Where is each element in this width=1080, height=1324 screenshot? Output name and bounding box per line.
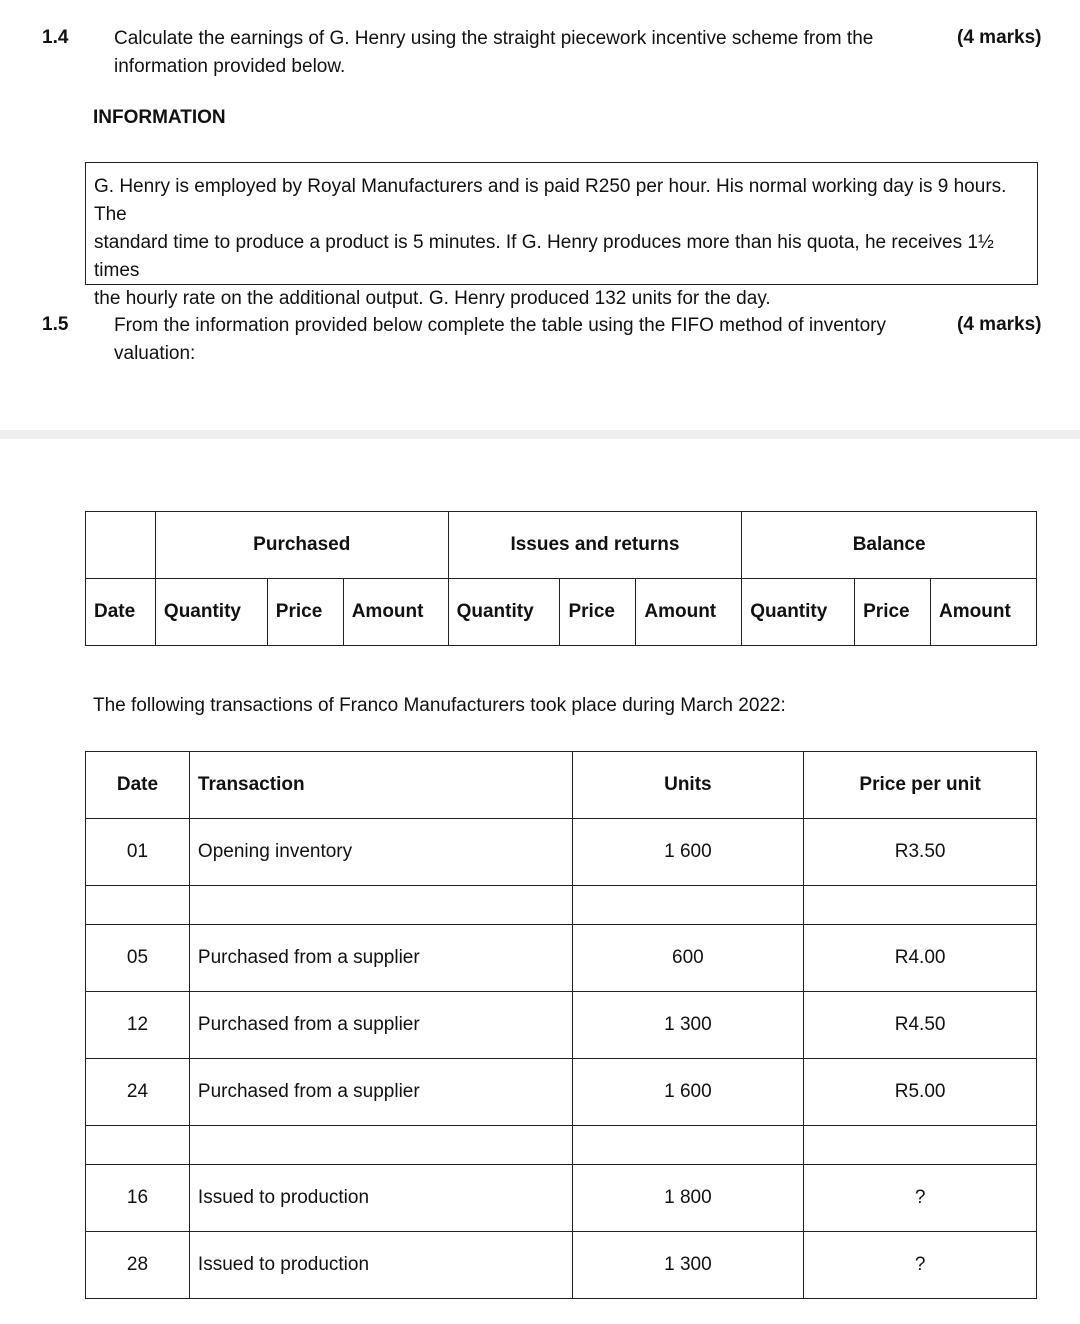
fifo-empty-cell	[86, 512, 156, 579]
information-box	[85, 162, 1038, 309]
row-transaction: Purchased from a supplier	[189, 1059, 572, 1126]
row-transaction: Issued to production	[189, 1232, 572, 1299]
fifo-col-balance-quantity: Quantity	[742, 579, 855, 646]
row-units	[572, 1126, 804, 1165]
row-date: 01	[86, 819, 190, 886]
row-units: 1 600	[572, 1059, 804, 1126]
table-row	[86, 886, 1037, 925]
table-row	[86, 1059, 1037, 1126]
row-units: 600	[572, 925, 804, 992]
information-heading: INFORMATION	[93, 107, 226, 128]
row-transaction: Purchased from a supplier	[189, 992, 572, 1059]
row-price: R3.50	[804, 819, 1037, 886]
transactions-intro: The following transactions of Franco Manufacturers took place during March 2022:	[93, 695, 786, 716]
row-price: ?	[804, 1232, 1037, 1299]
fifo-group-balance: Balance	[742, 512, 1037, 579]
fifo-col-issues-quantity: Quantity	[448, 579, 560, 646]
row-date	[86, 886, 190, 925]
transactions-col-units: Units	[572, 752, 804, 819]
row-price: ?	[804, 1165, 1037, 1232]
row-price	[804, 1126, 1037, 1165]
table-row	[86, 992, 1037, 1059]
row-units	[572, 886, 804, 925]
fifo-column-header-row	[86, 579, 1037, 646]
info-line2: standard time to produce a product is 5 minutes. If G. Henry produces more than his quota, he receives 1½ times	[94, 232, 994, 281]
question-1-5-text	[114, 312, 934, 368]
row-price: R5.00	[804, 1059, 1037, 1126]
page-divider	[0, 430, 1080, 439]
table-row	[86, 925, 1037, 992]
info-line1: G. Henry is employed by Royal Manufacturers and is paid R250 per hour. His normal working day is 9 hours. The	[94, 176, 1007, 225]
fifo-group-purchased: Purchased	[155, 512, 448, 579]
row-units: 1 600	[572, 819, 804, 886]
row-price	[804, 886, 1037, 925]
row-price: R4.00	[804, 925, 1037, 992]
row-units: 1 800	[572, 1165, 804, 1232]
question-1-4-text	[114, 25, 934, 81]
table-row	[86, 1165, 1037, 1232]
question-1-4-line1: Calculate the earnings of G. Henry using the straight piecework incentive scheme from the	[114, 28, 874, 49]
question-1-4-line2: information provided below.	[114, 56, 346, 77]
table-row	[86, 1126, 1037, 1165]
fifo-group-header-row	[86, 512, 1037, 579]
transactions-table	[85, 751, 1037, 1299]
transactions-header-row	[86, 752, 1037, 819]
question-1-4-marks: (4 marks)	[957, 27, 1042, 48]
question-number-1-5: 1.5	[42, 314, 69, 335]
fifo-col-balance-amount: Amount	[931, 579, 1037, 646]
row-date	[86, 1126, 190, 1165]
question-1-5-line1: From the information provided below complete the table using the FIFO method of inventory	[114, 315, 887, 336]
fifo-col-balance-price: Price	[855, 579, 931, 646]
row-transaction: Purchased from a supplier	[189, 925, 572, 992]
row-price: R4.50	[804, 992, 1037, 1059]
row-transaction	[189, 1126, 572, 1165]
row-date: 24	[86, 1059, 190, 1126]
fifo-group-issues: Issues and returns	[448, 512, 742, 579]
fifo-col-purchased-price: Price	[267, 579, 343, 646]
fifo-col-date: Date	[86, 579, 156, 646]
fifo-col-purchased-amount: Amount	[343, 579, 448, 646]
row-transaction	[189, 886, 572, 925]
transactions-col-price: Price per unit	[804, 752, 1037, 819]
question-number-1-4: 1.4	[42, 27, 69, 48]
fifo-col-issues-amount: Amount	[636, 579, 742, 646]
info-line3: the hourly rate on the additional output. G. Henry produced 132 units for the day.	[94, 288, 771, 309]
row-date: 16	[86, 1165, 190, 1232]
table-row	[86, 819, 1037, 886]
fifo-col-issues-price: Price	[560, 579, 636, 646]
question-1-5-line2: valuation:	[114, 343, 196, 364]
fifo-col-purchased-quantity: Quantity	[155, 579, 267, 646]
question-1-5-marks: (4 marks)	[957, 314, 1042, 335]
row-transaction: Opening inventory	[189, 819, 572, 886]
row-transaction: Issued to production	[189, 1165, 572, 1232]
row-units: 1 300	[572, 992, 804, 1059]
fifo-table	[85, 511, 1037, 646]
row-units: 1 300	[572, 1232, 804, 1299]
row-date: 12	[86, 992, 190, 1059]
row-date: 05	[86, 925, 190, 992]
transactions-col-date: Date	[86, 752, 190, 819]
table-row	[86, 1232, 1037, 1299]
row-date: 28	[86, 1232, 190, 1299]
transactions-col-transaction: Transaction	[189, 752, 572, 819]
